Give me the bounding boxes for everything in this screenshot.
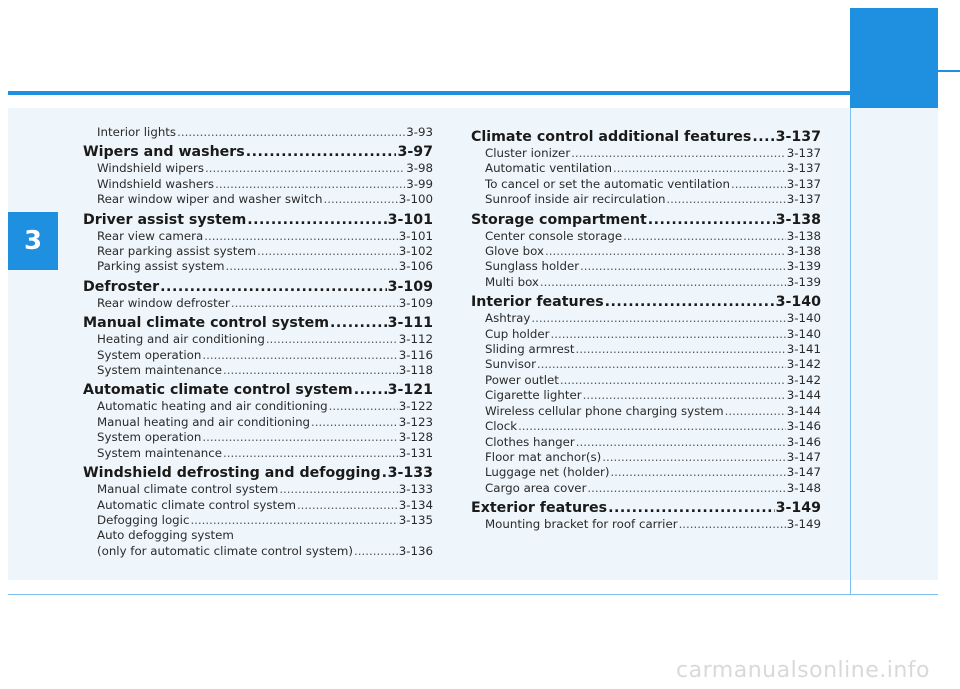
toc-entry-label: Heating and air conditioning [97, 332, 265, 347]
toc-entry-label: Rear window defroster [97, 295, 230, 310]
toc-page-number: 3-138 [786, 228, 821, 243]
toc-page-number: 3-93 [406, 125, 433, 139]
toc-entry-label: System maintenance [97, 363, 223, 378]
chapter-badge: 3 [8, 212, 58, 270]
dot-leader [329, 399, 398, 414]
dot-leader [382, 464, 387, 482]
dot-leader [247, 211, 386, 229]
dot-leader [537, 357, 786, 372]
toc-entry-label: Parking assist system [97, 259, 225, 274]
toc-page-number: 3-139 [786, 274, 821, 289]
dot-leader [576, 342, 786, 357]
dot-leader [266, 332, 398, 347]
toc-page-number: 3-149 [786, 517, 821, 532]
toc-page-number: 3-118 [398, 363, 433, 378]
toc-entry-label: Defogging logic [97, 512, 190, 527]
toc-entry-label: Defroster [83, 278, 160, 295]
toc-page-number: 3-147 [786, 449, 821, 464]
toc-page-number: 3-146 [786, 419, 821, 434]
toc-entry-label: Manual heating and air conditioning [97, 414, 311, 429]
toc-entry-label: Climate control additional features [471, 129, 752, 145]
toc-page-number: 3-106 [398, 259, 433, 274]
toc-page-number: 3-144 [786, 403, 821, 418]
dot-leader [545, 244, 786, 259]
toc-page-number: 3-122 [398, 399, 433, 414]
dot-leader [257, 244, 398, 259]
toc-entry[interactable] [83, 125, 433, 140]
toc-left-column [83, 125, 433, 559]
toc-entry[interactable] [471, 357, 821, 372]
dot-leader [580, 259, 786, 274]
toc-section-heading[interactable] [83, 143, 433, 161]
toc-page-number: 3-133 [387, 465, 433, 482]
toc-page-number: 3-140 [786, 311, 821, 326]
toc-page-number: 3-138 [775, 211, 821, 228]
toc-section-heading[interactable] [83, 278, 433, 296]
dot-leader [205, 161, 405, 176]
toc-entry-label: Driver assist system [83, 211, 247, 228]
toc-right-column [471, 125, 821, 533]
toc-section-heading[interactable] [471, 293, 821, 311]
toc-entry[interactable] [471, 146, 821, 161]
toc-entry[interactable] [471, 177, 821, 192]
toc-entry-label: Windshield wipers [97, 161, 204, 176]
toc-page-number: 3-131 [398, 445, 433, 460]
chapter-tab-block [850, 8, 938, 108]
toc-entry-label: Floor mat anchor(s) [485, 449, 602, 464]
dot-leader [752, 128, 774, 146]
toc-page-number: 3-109 [387, 278, 433, 295]
toc-page-number: 3-142 [786, 357, 821, 372]
toc-page-number: 3-133 [398, 482, 433, 497]
toc-entry[interactable] [471, 404, 821, 419]
dot-leader [623, 229, 786, 244]
dot-leader [177, 125, 405, 140]
dot-leader [605, 293, 775, 311]
dot-leader [223, 363, 398, 378]
toc-section-heading[interactable] [471, 211, 821, 229]
toc-entry[interactable] [83, 430, 433, 445]
toc-section-heading[interactable] [471, 499, 821, 517]
dot-leader [610, 465, 785, 480]
toc-page-number: 3-123 [398, 414, 433, 429]
toc-entry-label: Ashtray [485, 311, 531, 326]
toc-entry-label: Clothes hanger [485, 434, 575, 449]
toc-entry[interactable] [471, 481, 821, 496]
toc-page-number: 3-137 [786, 192, 821, 207]
toc-entry-label: Mounting bracket for roof carrier [485, 517, 678, 532]
toc-entry-label: System maintenance [97, 445, 223, 460]
toc-entry[interactable] [83, 399, 433, 414]
toc-page-number: 3-99 [406, 176, 433, 191]
toc-entry[interactable] [471, 161, 821, 176]
dot-leader [354, 544, 398, 559]
toc-entry-label: Automatic climate control system [97, 497, 296, 512]
toc-entry-label: Cluster ionizer [485, 146, 571, 160]
toc-page-number: 3-101 [387, 211, 433, 228]
toc-entry-label: Manual climate control system [97, 482, 279, 497]
dot-leader [583, 388, 786, 403]
toc-page-number: 3-121 [387, 382, 433, 399]
toc-entry-label: Luggage net (holder) [485, 465, 610, 480]
dot-leader [560, 373, 786, 388]
toc-entry-label: Sunglass holder [485, 259, 580, 274]
dot-leader [202, 430, 397, 445]
toc-entry-label: Sunroof inside air recirculation [485, 192, 666, 207]
watermark: carmanualsonline.info [676, 658, 930, 683]
toc-page-number: 3-138 [786, 244, 821, 259]
toc-page-number: 3-141 [786, 342, 821, 357]
toc-entry[interactable] [83, 177, 433, 192]
toc-page-number: 3-144 [786, 388, 821, 403]
dot-leader [613, 161, 786, 176]
toc-entry-label: Power outlet [485, 372, 559, 387]
toc-page-number: 3-146 [786, 434, 821, 449]
header-rule [8, 91, 850, 95]
footer-rule [8, 594, 938, 595]
dot-leader [202, 348, 397, 363]
toc-entry[interactable] [471, 517, 821, 532]
header-rule-right [938, 70, 960, 72]
dot-leader [666, 192, 785, 207]
dot-leader [311, 415, 398, 430]
toc-entry[interactable] [83, 348, 433, 363]
toc-page-number: 3-116 [398, 347, 433, 362]
toc-entry-label: Automatic heating and air conditioning [97, 399, 328, 414]
dot-leader [731, 177, 786, 192]
toc-entry-label: System operation [97, 430, 202, 445]
toc-page-number: 3-102 [398, 244, 433, 259]
toc-entry[interactable] [471, 229, 821, 244]
toc-page-number: 3-140 [775, 294, 821, 311]
dot-leader [540, 275, 786, 290]
toc-entry-label: Wireless cellular phone charging system [485, 403, 724, 418]
toc-entry[interactable] [83, 363, 433, 378]
toc-entry[interactable] [83, 229, 433, 244]
toc-entry[interactable] [83, 544, 433, 559]
dot-leader [602, 450, 785, 465]
toc-entry[interactable] [471, 435, 821, 450]
dot-leader [246, 143, 397, 161]
toc-section-heading[interactable] [83, 211, 433, 229]
toc-page-number: 3-142 [786, 372, 821, 387]
dot-leader [160, 278, 386, 296]
toc-entry-label: Rear view camera [97, 228, 204, 243]
toc-entry-label: Automatic ventilation [485, 161, 612, 176]
dot-leader [551, 327, 786, 342]
dot-leader [354, 381, 387, 399]
toc-page-number: 3-134 [398, 497, 433, 512]
toc-entry[interactable] [83, 192, 433, 207]
toc-page-number: 3-147 [786, 465, 821, 480]
toc-entry-text: Auto defogging system [97, 528, 234, 543]
toc-entry-label: Rear parking assist system [97, 244, 257, 259]
toc-entry[interactable] [471, 450, 821, 465]
dot-leader [587, 481, 785, 496]
toc-section-heading[interactable] [83, 381, 433, 399]
toc-entry-label: (only for automatic climate control system) [97, 543, 353, 558]
toc-entry[interactable] [83, 244, 433, 259]
dot-leader [225, 259, 397, 274]
dot-leader [330, 314, 387, 332]
toc-entry-label: Exterior features [471, 500, 608, 517]
toc-section-heading[interactable] [471, 128, 821, 146]
toc-page-number: 3-97 [397, 144, 433, 161]
toc-entry[interactable] [83, 415, 433, 430]
toc-entry[interactable] [471, 419, 821, 434]
toc-entry[interactable] [83, 296, 433, 311]
dot-leader [725, 404, 786, 419]
toc-entry[interactable] [471, 275, 821, 290]
toc-entry-label: Interior features [471, 294, 604, 311]
toc-page-number: 3-137 [786, 146, 821, 160]
toc-entry[interactable] [471, 192, 821, 207]
toc-entry-label: Wipers and washers [83, 144, 245, 161]
dot-leader [531, 311, 785, 326]
toc-page-number: 3-139 [786, 259, 821, 274]
toc-entry[interactable] [471, 373, 821, 388]
toc-entry-label: Sliding armrest [485, 342, 575, 357]
dot-leader [571, 146, 786, 161]
toc-entry[interactable] [83, 332, 433, 347]
toc-page-number: 3-135 [398, 512, 433, 527]
toc-entry-label: Windshield defrosting and defogging [83, 465, 381, 482]
toc-page-number: 3-101 [398, 228, 433, 243]
toc-entry-label: Windshield washers [97, 176, 215, 191]
toc-entry[interactable] [83, 259, 433, 274]
toc-page-number: 3-148 [786, 480, 821, 495]
toc-page-number: 3-100 [398, 192, 433, 207]
dot-leader [297, 498, 398, 513]
dot-leader [324, 192, 398, 207]
toc-entry-label: Rear window wiper and washer switch [97, 192, 323, 207]
toc-entry[interactable] [83, 482, 433, 497]
dot-leader [190, 513, 397, 528]
toc-entry-label: Manual climate control system [83, 315, 330, 332]
toc-entry[interactable] [471, 342, 821, 357]
toc-entry-label: Storage compartment [471, 211, 647, 228]
toc-entry-label: Sunvisor [485, 357, 536, 372]
dot-leader [279, 482, 397, 497]
toc-entry-label: Cup holder [485, 326, 550, 341]
toc-entry-label: Cigarette lighter [485, 388, 582, 403]
dot-leader [576, 435, 786, 450]
toc-page-number: 3-109 [398, 295, 433, 310]
toc-entry-label: Interior lights [97, 125, 177, 139]
toc-section-heading[interactable] [83, 464, 433, 482]
toc-page-number: 3-140 [786, 326, 821, 341]
toc-page-number: 3-149 [775, 500, 821, 517]
margin-rule [850, 108, 851, 594]
toc-entry[interactable] [83, 161, 433, 176]
toc-entry[interactable] [471, 327, 821, 342]
toc-page-number: 3-128 [398, 430, 433, 445]
dot-leader [204, 229, 398, 244]
toc-page-number: 3-136 [398, 543, 433, 558]
dot-leader [223, 446, 398, 461]
toc-page-number: 3-137 [775, 129, 821, 145]
toc-entry[interactable] [471, 311, 821, 326]
dot-leader [231, 296, 398, 311]
toc-entry-label: Glove box [485, 244, 544, 259]
dot-leader [215, 177, 405, 192]
toc-page-number: 3-111 [387, 315, 433, 332]
toc-entry-label: Multi box [485, 274, 539, 289]
toc-entry[interactable] [471, 465, 821, 480]
toc-entry[interactable] [471, 259, 821, 274]
toc-page-number: 3-137 [786, 161, 821, 176]
toc-entry-label: To cancel or set the automatic ventilation [485, 176, 730, 191]
dot-leader [518, 419, 786, 434]
toc-entry[interactable] [83, 513, 433, 528]
toc-entry[interactable] [471, 244, 821, 259]
toc-entry[interactable] [83, 446, 433, 461]
toc-page-number: 3-98 [406, 161, 433, 176]
toc-entry-label: Center console storage [485, 228, 623, 243]
toc-page-number: 3-137 [786, 176, 821, 191]
toc-entry-label: Automatic climate control system [83, 382, 353, 399]
toc-section-heading[interactable] [83, 314, 433, 332]
toc-page-number: 3-112 [398, 332, 433, 347]
dot-leader [679, 517, 786, 532]
toc-entry-label: Cargo area cover [485, 480, 587, 495]
toc-entry-label: System operation [97, 347, 202, 362]
dot-leader [608, 499, 775, 517]
toc-entry[interactable] [471, 388, 821, 403]
toc-entry-label: Clock [485, 419, 518, 434]
dot-leader [648, 211, 775, 229]
toc-entry[interactable] [83, 498, 433, 513]
